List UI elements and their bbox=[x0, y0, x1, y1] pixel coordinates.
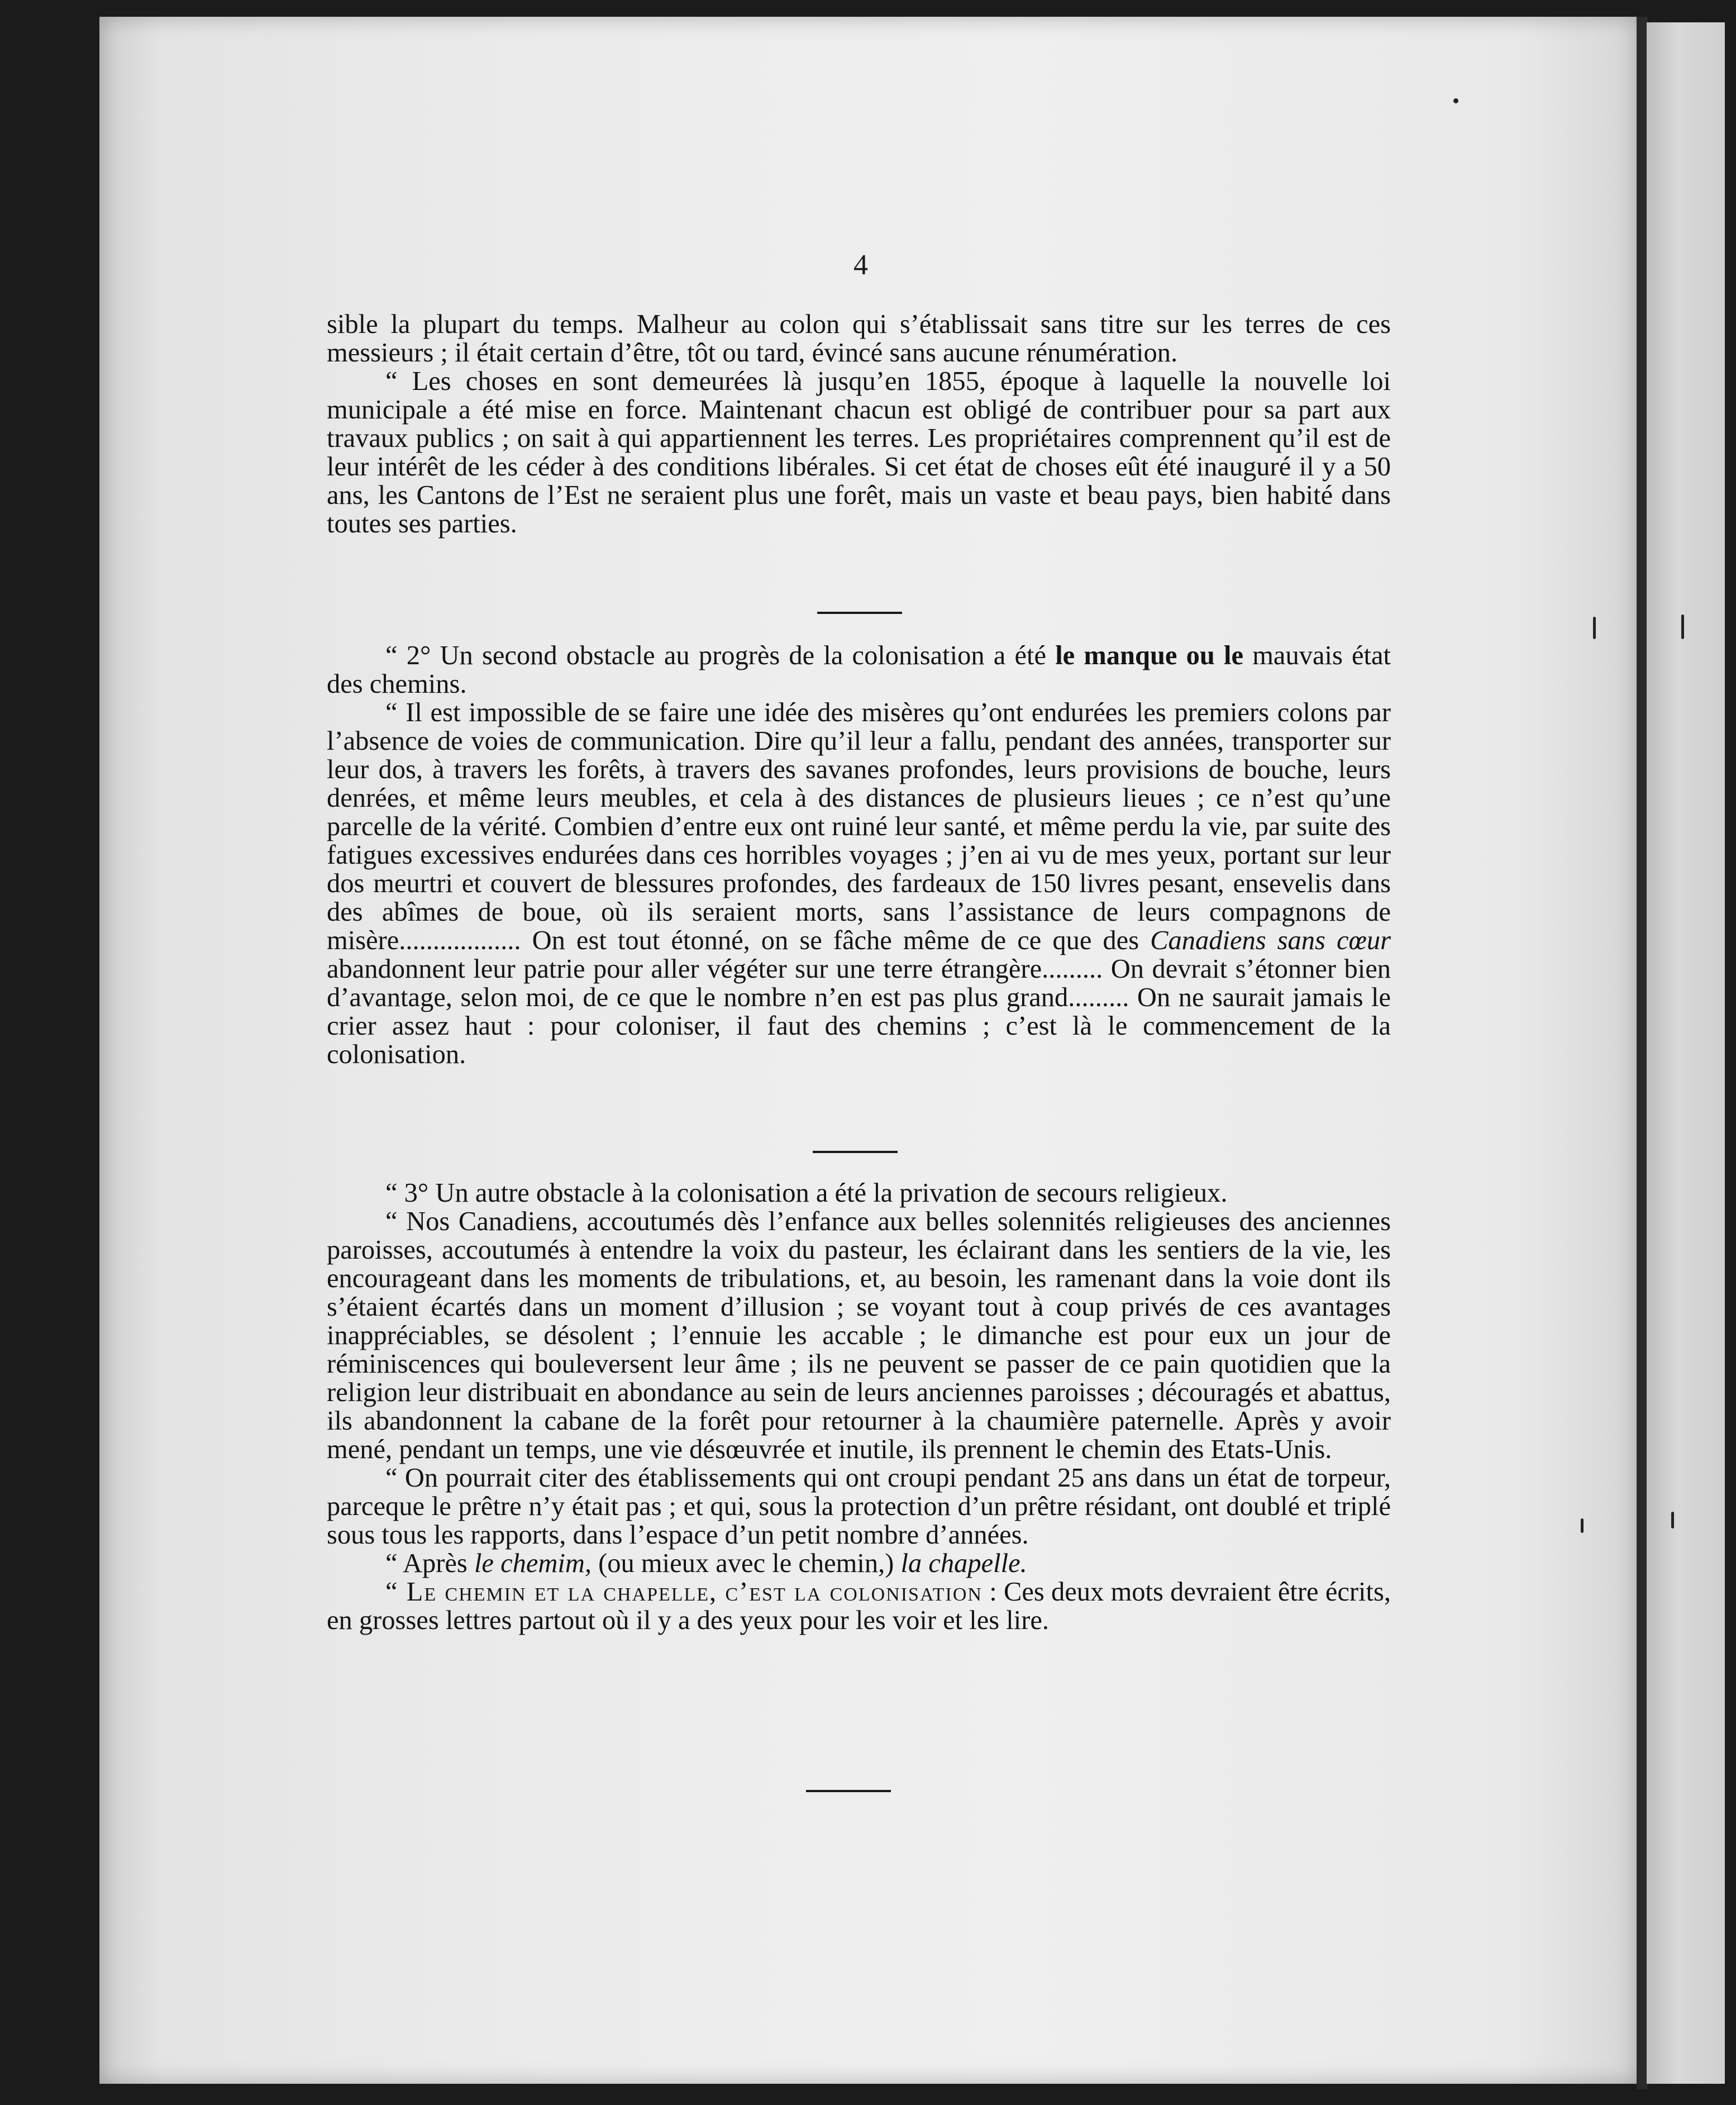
scan-speck bbox=[1671, 1512, 1674, 1528]
paragraph-text: “ Après bbox=[385, 1549, 474, 1578]
paragraph-text: (ou mieux avec le chemin,) bbox=[592, 1549, 901, 1578]
paragraph bbox=[327, 641, 1391, 698]
section-1 bbox=[327, 310, 1391, 538]
paragraph bbox=[327, 1549, 1391, 1578]
section-divider bbox=[817, 612, 902, 614]
italic-text: Canadiens sans cœur bbox=[1150, 926, 1391, 955]
paragraph-text: “ Il est impossible de se faire une idée des misères qu’ont endurées les premiers colons par l’absence de voies de communication. Dire qu’il leur a fallu, pendant des années, transporter sur leur dos, à travers les forêts, à travers des savanes profondes, leurs provisions de bouche, leurs denrées, et même leurs meubles, et cela à des distances de plusieurs lieues ; ce n’est qu’une parcelle de la vérité. Combien d’entre eux ont ruiné leur santé, et même perdu la vie, par suite des fatigues excessives endurées dans ces horribles voyages ; j’en ai vu de mes yeux, portant sur leur dos meurtri et couvert de blessures profondes, des fardeaux de 150 livres pesant, ensevelis dans des abîmes de boue, où ils seraient morts, sans l’assistance de leurs compagnons de misère.................. On est tout étonné, on se fâche même de ce que des bbox=[327, 698, 1391, 955]
section-divider bbox=[813, 1151, 898, 1153]
paragraph: sible la plupart du temps. Malheur au colon qui s’établissait sans titre sur les terres de ces messieurs ; il était certain d’être, tôt ou tard, évincé sans aucune rénumération. bbox=[327, 309, 1391, 368]
section-divider bbox=[806, 1790, 891, 1792]
paragraph-text: mauvais état des chemins. bbox=[327, 641, 1391, 699]
section-3 bbox=[327, 1179, 1391, 1635]
paragraph-text: abandonnent leur patrie pour aller végéter sur une terre étrangère......... On devrait s’étonner bien d’avantage, selon moi, de ce que le nombre n’en est pas plus grand......... On ne saurait jamais le crier assez haut : pour coloniser, il faut des chemins ; c’est là le commencement de la colonisation. bbox=[327, 954, 1391, 1069]
next-page-edge bbox=[1647, 22, 1725, 2084]
paragraph: “ 3° Un autre obstacle à la colonisation a été la privation de secours religieux. bbox=[385, 1178, 1228, 1208]
emphasis-text: le manque ou le bbox=[1055, 641, 1244, 670]
italic-text: la chapelle. bbox=[900, 1549, 1027, 1578]
scan-speck bbox=[1681, 615, 1684, 639]
page-number: 4 bbox=[853, 249, 868, 281]
paragraph bbox=[327, 698, 1391, 1069]
paragraph bbox=[327, 1578, 1391, 1635]
paragraph-text: “ 2° Un second obstacle au progrès de la colonisation a été bbox=[385, 641, 1056, 670]
paragraph: “ Nos Canadiens, accoutumés dès l’enfance aux belles solennités religieuses des anciennes paroisses, accoutumés à entendre la voix du pasteur, les éclairant dans les sentiers de la vie, les encourageant dans les moments de tribulations, et, au besoin, les ramenant dans la voie dont ils s’étaient écartés dans un moment d’illusion ; se voyant tout à coup privés de ces avantages inappréciables, se désolent ; l’ennuie les accable ; le dimanche est pour eux un jour de réminiscences qui bouleversent leur âme ; ils ne peuvent se passer de ce pain quotidien que la religion leur distribuait en abondance au sein de leurs anciennes paroisses ; découragés et abattus, ils abandonnent la cabane de la forêt pour retourner à la chaumière paternelle. Après y avoir mené, pendant un temps, une vie désœuvrée et inutile, ils prennent le chemin des Etats-Unis. bbox=[327, 1207, 1391, 1464]
paragraph: “ On pourrait citer des établissements qui ont croupi pendant 25 ans dans un état de torpeur, parceque le prêtre n’y était pas ; et qui, sous la protection d’un prêtre résidant, ont doublé et triplé sous tous les rapports, dans l’espace d’un petit nombre d’années. bbox=[327, 1463, 1391, 1550]
scan-speck bbox=[1453, 98, 1458, 103]
page-gutter bbox=[1637, 17, 1648, 2089]
scan-speck bbox=[1593, 617, 1596, 639]
paragraph-text: : Ces deux mots devraient être écrits, en grosses lettres partout où il y a des yeux pour les voir et les lire. bbox=[327, 1577, 1391, 1635]
scan-speck bbox=[1581, 1518, 1584, 1533]
italic-text: le chemim, bbox=[474, 1549, 592, 1578]
section-2 bbox=[327, 641, 1391, 1069]
paragraph: “ Les choses en sont demeurées là jusqu’en 1855, époque à laquelle la nouvelle loi municipale a été mise en force. Maintenant chacun est obligé de contribuer pour sa part aux travaux publics ; on sait à qui appartiennent les terres. Les propriétaires comprennent qu’il est de leur intérêt de les céder à des conditions libérales. Si cet état de choses eût été inauguré il y a 50 ans, les Cantons de l’Est ne seraient plus une forêt, mais un vaste et beau pays, bien habité dans toutes ses parties. bbox=[327, 366, 1391, 539]
small-caps-text: “ Le chemin et la chapelle, c’est la colonisation bbox=[385, 1577, 983, 1607]
